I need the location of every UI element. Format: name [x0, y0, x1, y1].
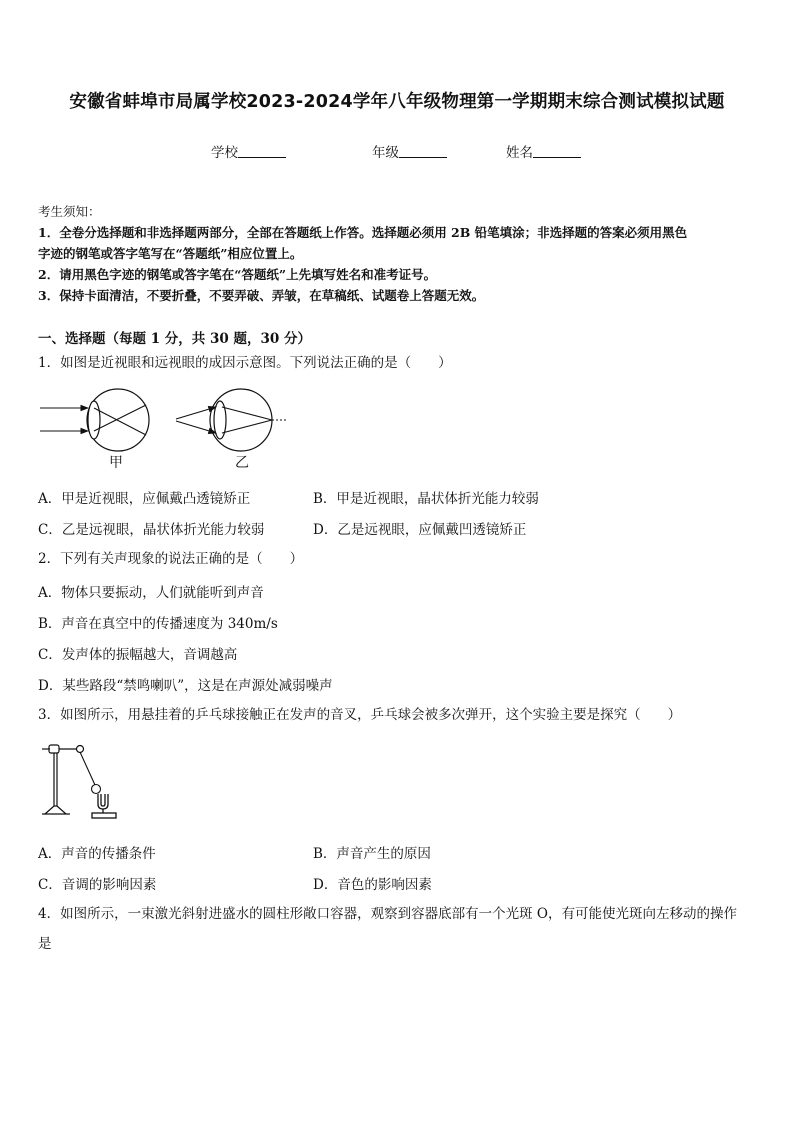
notice-line-1b: 字迹的钢笔或答字笔写在“答题纸”相应位置上。 [38, 246, 303, 261]
q3-option-a[interactable]: A．声音的传播条件 [38, 846, 156, 862]
tuning-fork-icon [92, 794, 116, 818]
grade-label: 年级 [372, 145, 399, 161]
q3-stem: 3．如图所示，用悬挂着的乒乓球接触正在发声的音叉，乒乓球会被多次弹开，这个实验主要是探究（ ） [38, 707, 682, 723]
name-label: 姓名 [506, 145, 533, 161]
tuning-fork-diagram [40, 738, 120, 820]
notice-line-3: 3．保持卡面清洁，不要折叠，不要弄破、弄皱，在草稿纸、试题卷上答题无效。 [38, 288, 485, 303]
stand-icon [42, 745, 84, 814]
section-heading: 一、选择题（每题 1 分，共 30 题，30 分） [38, 331, 311, 347]
q2-option-a[interactable]: A．物体只要振动，人们就能听到声音 [38, 585, 264, 601]
q2-stem: 2．下列有关声现象的说法正确的是（ ） [38, 551, 304, 567]
exam-title: 安徽省蚌埠市局属学校2023-2024学年八年级物理第一学期期末综合测试模拟试题 [69, 92, 725, 112]
fig-label-b: 乙 [235, 455, 249, 471]
q3-option-b[interactable]: B．声音产生的原因 [313, 846, 431, 862]
q1-option-a[interactable]: A．甲是近视眼，应佩戴凸透镜矫正 [38, 491, 251, 507]
eye-diagram [36, 380, 296, 475]
notice-line-1: 1．全卷分选择题和非选择题两部分，全部在答题纸上作答。选择题必须用 2B 铅笔填涂；非选择题的答案必须用黑色 [38, 225, 688, 240]
q1-option-c[interactable]: C．乙是远视眼，晶状体折光能力较弱 [38, 522, 265, 538]
school-field [211, 141, 286, 161]
eye-b-icon [176, 389, 288, 451]
eye-a-icon [40, 389, 149, 451]
fig-label-a: 甲 [109, 455, 123, 471]
name-blank[interactable] [533, 145, 581, 158]
q2-option-d[interactable]: D．某些路段“禁鸣喇叭”，这是在声源处减弱噪声 [38, 678, 333, 694]
q1-option-b[interactable]: B．甲是近视眼，晶状体折光能力较弱 [313, 491, 539, 507]
q2-option-b[interactable]: B．声音在真空中的传播速度为 340m/s [38, 616, 278, 632]
q3-option-c[interactable]: C．音调的影响因素 [38, 877, 157, 893]
ping-pong-ball-icon [80, 752, 101, 794]
grade-blank[interactable] [399, 145, 447, 158]
q4-stem-line-1: 4．如图所示，一束激光斜射进盛水的圆柱形敞口容器，观察到容器底部有一个光斑 O，有可能使光斑向左移动的操作 [38, 906, 737, 922]
q2-option-c[interactable]: C．发声体的振幅越大，音调越高 [38, 647, 238, 663]
q3-option-d[interactable]: D．音色的影响因素 [313, 877, 432, 893]
q4-stem-line-2: 是 [38, 936, 52, 952]
school-blank[interactable] [238, 145, 286, 158]
notice-line-2: 2．请用黑色字迹的钢笔或答字笔在“答题纸”上先填写姓名和准考证号。 [38, 267, 437, 282]
grade-field [372, 141, 447, 161]
notice-heading: 考生须知： [38, 204, 101, 219]
name-field [506, 141, 581, 161]
school-label: 学校 [211, 145, 238, 161]
notice-block [38, 201, 760, 306]
q1-option-d[interactable]: D．乙是远视眼，应佩戴凹透镜矫正 [313, 522, 527, 538]
q1-stem: 1．如图是近视眼和远视眼的成因示意图。下列说法正确的是（ ） [38, 355, 452, 371]
